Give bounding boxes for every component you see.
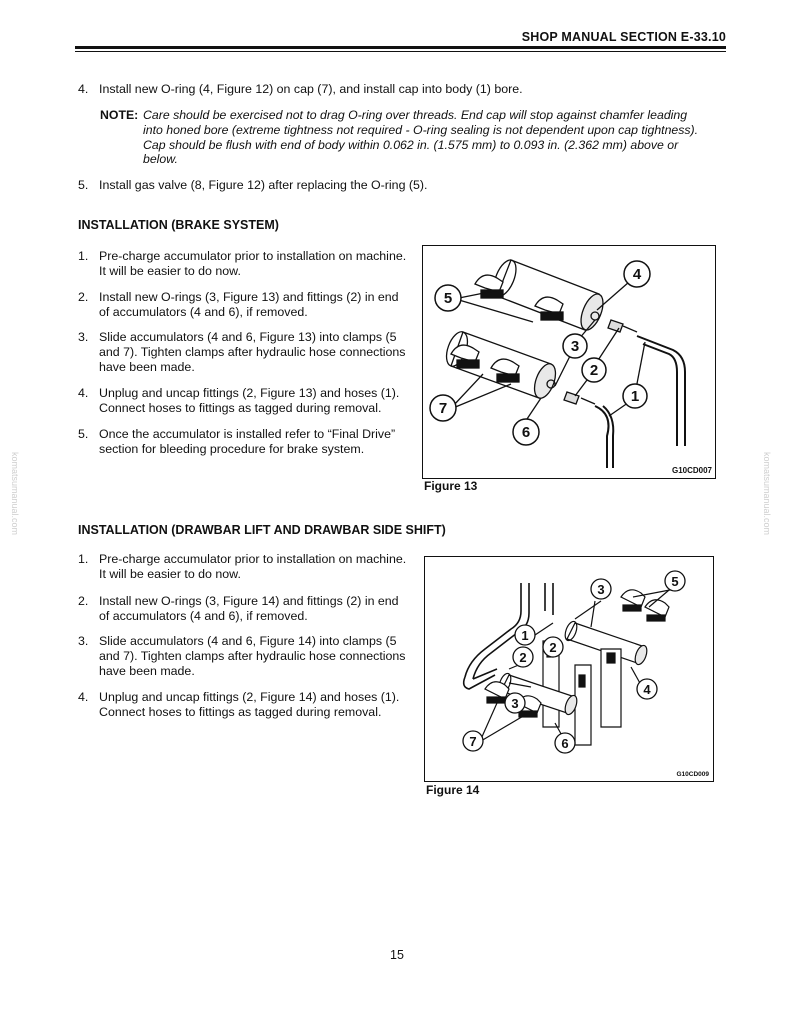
watermark-right: komatsumanual.com <box>762 452 772 536</box>
section-header-title: SHOP MANUAL SECTION E-33.10 <box>521 30 726 44</box>
callout-2-upper: 2 <box>519 650 527 665</box>
brake-step-1 <box>78 249 418 281</box>
step-number: 2. <box>78 594 89 608</box>
callout-1: 1 <box>630 388 640 405</box>
brake-step-4 <box>78 386 418 418</box>
step-number: 4. <box>78 82 89 96</box>
drawbar-step-1 <box>78 552 418 584</box>
figure-14-caption: Figure 14 <box>426 783 480 797</box>
brake-step-3 <box>78 330 418 378</box>
brake-section-title: INSTALLATION (BRAKE SYSTEM) <box>78 218 279 232</box>
figure-13-box <box>422 245 716 479</box>
drawbar-step-3 <box>78 634 418 682</box>
step-text: Slide accumulators (4 and 6, Figure 13) into clamps (5 and 7). Tighten clamps after hydraulic hose connections have been made. <box>99 330 406 374</box>
callout-4: 4 <box>632 266 642 283</box>
drawbar-step-2 <box>78 594 418 626</box>
intro-step-5 <box>78 178 718 194</box>
note-text: Care should be exercised not to drag O-ring over threads. End cap will stop against chamfer leading into honed bore (extreme tightness not required - O-ring sealing is not dependent upon cap tightness). Cap should be flush with end of body within 0.062 in. (1.575 mm) to 0.093 in. (2.362 mm) above or below. <box>143 108 699 167</box>
page-number: 15 <box>390 948 404 962</box>
drawbar-step-4 <box>78 690 418 722</box>
step-text: Pre-charge accumulator prior to installation on machine. It will be easier to do now. <box>99 552 407 581</box>
header-divider <box>75 46 726 49</box>
note-block <box>100 108 715 168</box>
callout-3-lower: 3 <box>511 696 519 711</box>
step-text: Once the accumulator is installed refer to “Final Drive” section for bleeding procedure for brake system. <box>99 427 396 456</box>
figure-14-illustration <box>425 557 713 781</box>
step-number: 4. <box>78 386 89 400</box>
step-number: 3. <box>78 330 89 344</box>
callout-6: 6 <box>521 424 531 441</box>
figure-14-box <box>424 556 714 782</box>
callout-6: 6 <box>561 736 569 751</box>
brake-step-2 <box>78 290 418 322</box>
watermark-left: komatsumanual.com <box>10 452 20 536</box>
step-number: 3. <box>78 634 89 648</box>
step-text: Install new O-rings (3, Figure 14) and fittings (2) in end of accumulators (4 and 6), if removed. <box>99 594 399 623</box>
callout-3-top: 3 <box>597 582 605 597</box>
step-text: Unplug and uncap fittings (2, Figure 13) and hoses (1). Connect hoses to fittings as tagged during removal. <box>99 386 400 415</box>
figure-13-caption: Figure 13 <box>424 479 478 493</box>
step-text: Install new O-ring (4, Figure 12) on cap (7), and install cap into body (1) bore. <box>99 82 523 96</box>
figure-13-illustration <box>423 246 715 478</box>
step-text: Pre-charge accumulator prior to installation on machine. It will be easier to do now. <box>99 249 407 278</box>
step-text: Slide accumulators (4 and 6, Figure 14) into clamps (5 and 7). Tighten clamps after hydraulic hose connections have been made. <box>99 634 406 678</box>
step-number: 1. <box>78 249 89 263</box>
callout-2-right: 2 <box>549 640 557 655</box>
callout-3: 3 <box>570 338 580 355</box>
callout-5: 5 <box>443 290 453 307</box>
callout-7: 7 <box>469 734 477 749</box>
step-number: 2. <box>78 290 89 304</box>
step-number: 4. <box>78 690 89 704</box>
figure-14-code: G10CD009 <box>676 771 709 778</box>
callout-5: 5 <box>671 574 679 589</box>
callout-7: 7 <box>438 400 448 417</box>
drawbar-section-title: INSTALLATION (DRAWBAR LIFT AND DRAWBAR SIDE SHIFT) <box>78 523 446 537</box>
callout-4: 4 <box>643 682 651 697</box>
step-text: Unplug and uncap fittings (2, Figure 14) and hoses (1). Connect hoses to fittings as tagged during removal. <box>99 690 400 719</box>
step-number: 5. <box>78 427 89 441</box>
figure-13-code: G10CD007 <box>671 466 712 475</box>
callout-2: 2 <box>589 362 599 379</box>
step-text: Install new O-rings (3, Figure 13) and fittings (2) in end of accumulators (4 and 6), if removed. <box>99 290 399 319</box>
step-number: 5. <box>78 178 89 192</box>
step-number: 1. <box>78 552 89 566</box>
callout-1: 1 <box>521 628 529 643</box>
intro-step-4 <box>78 82 718 98</box>
step-text: Install gas valve (8, Figure 12) after replacing the O-ring (5). <box>99 178 428 192</box>
header-divider-thin <box>75 51 726 52</box>
note-label: NOTE: <box>100 108 139 122</box>
brake-step-5 <box>78 427 418 459</box>
